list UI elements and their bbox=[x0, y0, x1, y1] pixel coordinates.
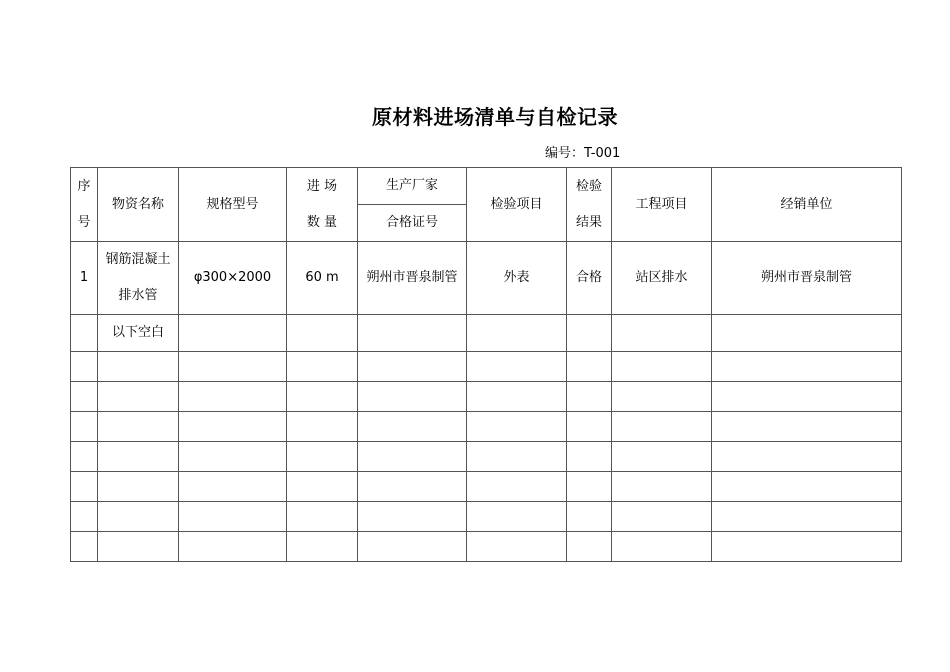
cell-dealer bbox=[712, 442, 902, 472]
cell-name bbox=[98, 472, 179, 502]
cell-project bbox=[612, 352, 712, 382]
cell-name bbox=[98, 502, 179, 532]
header-inspection-result-line-1: 检验 bbox=[575, 178, 602, 194]
cell-seq bbox=[71, 472, 98, 502]
header-project: 工程项目 bbox=[612, 168, 712, 242]
table-row bbox=[71, 532, 902, 562]
cell-quantity: 60 m bbox=[287, 242, 358, 315]
cell-dealer bbox=[712, 532, 902, 562]
cell-seq bbox=[71, 382, 98, 412]
cell-dealer bbox=[712, 315, 902, 352]
header-quantity-line-1: 进 场 bbox=[306, 178, 338, 194]
cell-inspection-result bbox=[567, 382, 612, 412]
cell-quantity bbox=[287, 472, 358, 502]
table-header bbox=[71, 168, 902, 242]
cell-spec bbox=[179, 382, 287, 412]
cell-seq bbox=[71, 502, 98, 532]
cell-inspection-result bbox=[567, 532, 612, 562]
cell-inspection-item bbox=[467, 532, 567, 562]
cell-spec bbox=[179, 442, 287, 472]
cell-inspection-item: 外表 bbox=[467, 242, 567, 315]
cell-inspection-result bbox=[567, 315, 612, 352]
cell-quantity bbox=[287, 532, 358, 562]
cell-spec bbox=[179, 472, 287, 502]
cell-project: 站区排水 bbox=[612, 242, 712, 315]
cell-name bbox=[98, 382, 179, 412]
cell-inspection-item bbox=[467, 442, 567, 472]
table-row bbox=[71, 412, 902, 442]
material-record-table bbox=[70, 167, 902, 562]
cell-project bbox=[612, 315, 712, 352]
header-seq-line-2: 号 bbox=[77, 214, 91, 230]
cell-seq bbox=[71, 412, 98, 442]
cell-inspection-result bbox=[567, 352, 612, 382]
header-name: 物资名称 bbox=[98, 168, 179, 242]
table-row bbox=[71, 382, 902, 412]
cell-manufacturer: 朔州市晋泉制管 bbox=[358, 242, 467, 315]
cell-project bbox=[612, 412, 712, 442]
cell-quantity bbox=[287, 352, 358, 382]
cell-name bbox=[98, 412, 179, 442]
cell-inspection-item bbox=[467, 472, 567, 502]
cell-inspection-item bbox=[467, 352, 567, 382]
cell-spec bbox=[179, 532, 287, 562]
cell-name bbox=[98, 242, 179, 315]
cell-name bbox=[98, 442, 179, 472]
header-inspection-result-line-2: 结果 bbox=[575, 214, 602, 230]
table-row bbox=[71, 352, 902, 382]
table-row bbox=[71, 442, 902, 472]
header-row-1 bbox=[71, 168, 902, 205]
cell-manufacturer bbox=[358, 502, 467, 532]
header-inspection-result bbox=[567, 168, 612, 242]
cell-seq: 1 bbox=[71, 242, 98, 315]
cell-spec bbox=[179, 412, 287, 442]
cell-project bbox=[612, 442, 712, 472]
cell-inspection-result bbox=[567, 502, 612, 532]
cell-manufacturer bbox=[358, 315, 467, 352]
cell-manufacturer bbox=[358, 442, 467, 472]
cell-project bbox=[612, 382, 712, 412]
header-manufacturer: 生产厂家 bbox=[358, 168, 467, 205]
cell-inspection-item bbox=[467, 502, 567, 532]
cell-dealer bbox=[712, 412, 902, 442]
cell-quantity bbox=[287, 315, 358, 352]
cell-name bbox=[98, 532, 179, 562]
cell-name bbox=[98, 352, 179, 382]
cell-name-line: 排水管 bbox=[118, 288, 158, 303]
cell-manufacturer bbox=[358, 532, 467, 562]
cell-name bbox=[98, 315, 179, 352]
cell-inspection-result bbox=[567, 472, 612, 502]
cell-dealer bbox=[712, 382, 902, 412]
cell-spec bbox=[179, 315, 287, 352]
cell-inspection-item bbox=[467, 412, 567, 442]
table-row bbox=[71, 315, 902, 352]
header-seq-line-1: 序 bbox=[77, 178, 91, 194]
cell-spec bbox=[179, 502, 287, 532]
cell-dealer bbox=[712, 352, 902, 382]
cell-project bbox=[612, 532, 712, 562]
cell-inspection-result: 合格 bbox=[567, 242, 612, 315]
cell-quantity bbox=[287, 412, 358, 442]
cell-inspection-item bbox=[467, 315, 567, 352]
header-quantity bbox=[287, 168, 358, 242]
cell-seq bbox=[71, 315, 98, 352]
header-certificate: 合格证号 bbox=[358, 205, 467, 242]
document-code: 编号：T-001 bbox=[545, 146, 621, 161]
cell-manufacturer bbox=[358, 412, 467, 442]
header-dealer: 经销单位 bbox=[712, 168, 902, 242]
cell-project bbox=[612, 472, 712, 502]
header-seq bbox=[71, 168, 98, 242]
cell-name-line: 钢筋混凝土 bbox=[105, 252, 171, 267]
header-quantity-line-2: 数 量 bbox=[306, 214, 338, 230]
cell-spec bbox=[179, 352, 287, 382]
cell-seq bbox=[71, 442, 98, 472]
table-body bbox=[71, 242, 902, 562]
cell-name-line: 以下空白 bbox=[111, 325, 164, 340]
table-row bbox=[71, 242, 902, 315]
cell-dealer bbox=[712, 472, 902, 502]
cell-seq bbox=[71, 532, 98, 562]
table-row bbox=[71, 502, 902, 532]
cell-project bbox=[612, 502, 712, 532]
cell-dealer bbox=[712, 502, 902, 532]
cell-quantity bbox=[287, 442, 358, 472]
cell-quantity bbox=[287, 502, 358, 532]
cell-dealer: 朔州市晋泉制管 bbox=[712, 242, 902, 315]
cell-manufacturer bbox=[358, 472, 467, 502]
cell-spec: φ300×2000 bbox=[179, 242, 287, 315]
cell-inspection-result bbox=[567, 412, 612, 442]
document-title: 原材料进场清单与自检记录 bbox=[372, 105, 618, 129]
header-inspection-item: 检验项目 bbox=[467, 168, 567, 242]
cell-quantity bbox=[287, 382, 358, 412]
cell-seq bbox=[71, 352, 98, 382]
cell-manufacturer bbox=[358, 352, 467, 382]
header-spec: 规格型号 bbox=[179, 168, 287, 242]
cell-inspection-result bbox=[567, 442, 612, 472]
cell-inspection-item bbox=[467, 382, 567, 412]
cell-manufacturer bbox=[358, 382, 467, 412]
table-row bbox=[71, 472, 902, 502]
